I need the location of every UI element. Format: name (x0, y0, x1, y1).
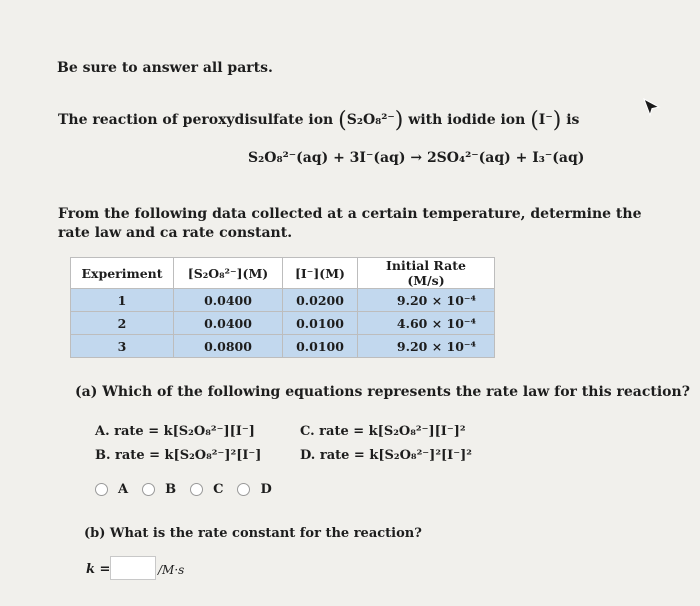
radio-circle-icon[interactable] (142, 483, 155, 496)
table-row (71, 335, 495, 358)
iodide-formula: I⁻ (538, 112, 553, 128)
choice-label: D (260, 482, 272, 497)
peroxydisulfate-formula: S₂O₈²⁻ (346, 112, 395, 128)
table-row (71, 289, 495, 312)
reaction-equation: S₂O₈²⁻(aq) + 3I⁻(aq) → 2SO₄²⁻(aq) + I₃⁻(aq) (248, 150, 585, 166)
choice-label: A (118, 482, 129, 497)
intro-text-after: is (566, 112, 580, 128)
option-d-text: D. rate = k[S₂O₈²⁻]²[I⁻]² (300, 448, 472, 463)
radio-circle-icon[interactable] (190, 483, 203, 496)
header-experiment: Experiment (71, 258, 174, 289)
rate-constant-units: /M·s (158, 563, 185, 577)
problem-description: From the following data collected at a certain temperature, determine the rate law and ca rate constant. (58, 206, 642, 241)
option-a-text: A. rate = k[S₂O₈²⁻][I⁻] (95, 424, 255, 439)
header-persulfate-conc: [S₂O₈²⁻](M) (174, 258, 283, 289)
cell-persulfate: 0.0400 (174, 289, 283, 312)
question-b: (b) What is the rate constant for the reaction? (84, 526, 422, 541)
table-row (71, 312, 495, 335)
kinetics-data-table (70, 257, 495, 358)
cell-experiment: 1 (71, 289, 174, 312)
cell-rate: 9.20 × 10⁻⁴ (358, 335, 495, 358)
cell-persulfate: 0.0800 (174, 335, 283, 358)
k-label: k = (86, 562, 111, 577)
instructions: Be sure to answer all parts. (57, 60, 273, 76)
reaction-intro: The reaction of peroxydisulfate ion (S₂O₈²⁻) with iodide ion (I⁻) is (58, 108, 580, 133)
choice-a-radio[interactable] (95, 482, 128, 497)
radio-circle-icon[interactable] (237, 483, 250, 496)
cell-rate: 4.60 × 10⁻⁴ (358, 312, 495, 335)
header-iodide-conc: [I⁻](M) (283, 258, 358, 289)
question-a: (a) Which of the following equations represents the rate law for this reaction? (75, 384, 690, 400)
mouse-pointer-icon (640, 96, 662, 118)
choice-b-radio[interactable] (142, 482, 176, 497)
choice-label: B (165, 482, 177, 497)
intro-text-middle: with iodide ion (408, 112, 526, 128)
cell-persulfate: 0.0400 (174, 312, 283, 335)
option-c-text: C. rate = k[S₂O₈²⁻][I⁻]² (300, 424, 466, 439)
radio-circle-icon[interactable] (95, 483, 108, 496)
cell-rate: 9.20 × 10⁻⁴ (358, 289, 495, 312)
cell-experiment: 3 (71, 335, 174, 358)
intro-text-before: The reaction of peroxydisulfate ion (58, 112, 334, 128)
choice-d-radio[interactable] (237, 482, 271, 497)
answer-choices (95, 482, 286, 497)
header-initial-rate: Initial Rate (M/s) (358, 258, 495, 289)
choice-c-radio[interactable] (190, 482, 223, 497)
choice-label: C (213, 482, 224, 497)
cell-iodide: 0.0200 (283, 289, 358, 312)
rate-constant-input[interactable] (110, 556, 156, 580)
cell-experiment: 2 (71, 312, 174, 335)
table-header-row (71, 258, 495, 289)
cell-iodide: 0.0100 (283, 335, 358, 358)
cell-iodide: 0.0100 (283, 312, 358, 335)
option-b-text: B. rate = k[S₂O₈²⁻]²[I⁻] (95, 448, 262, 463)
